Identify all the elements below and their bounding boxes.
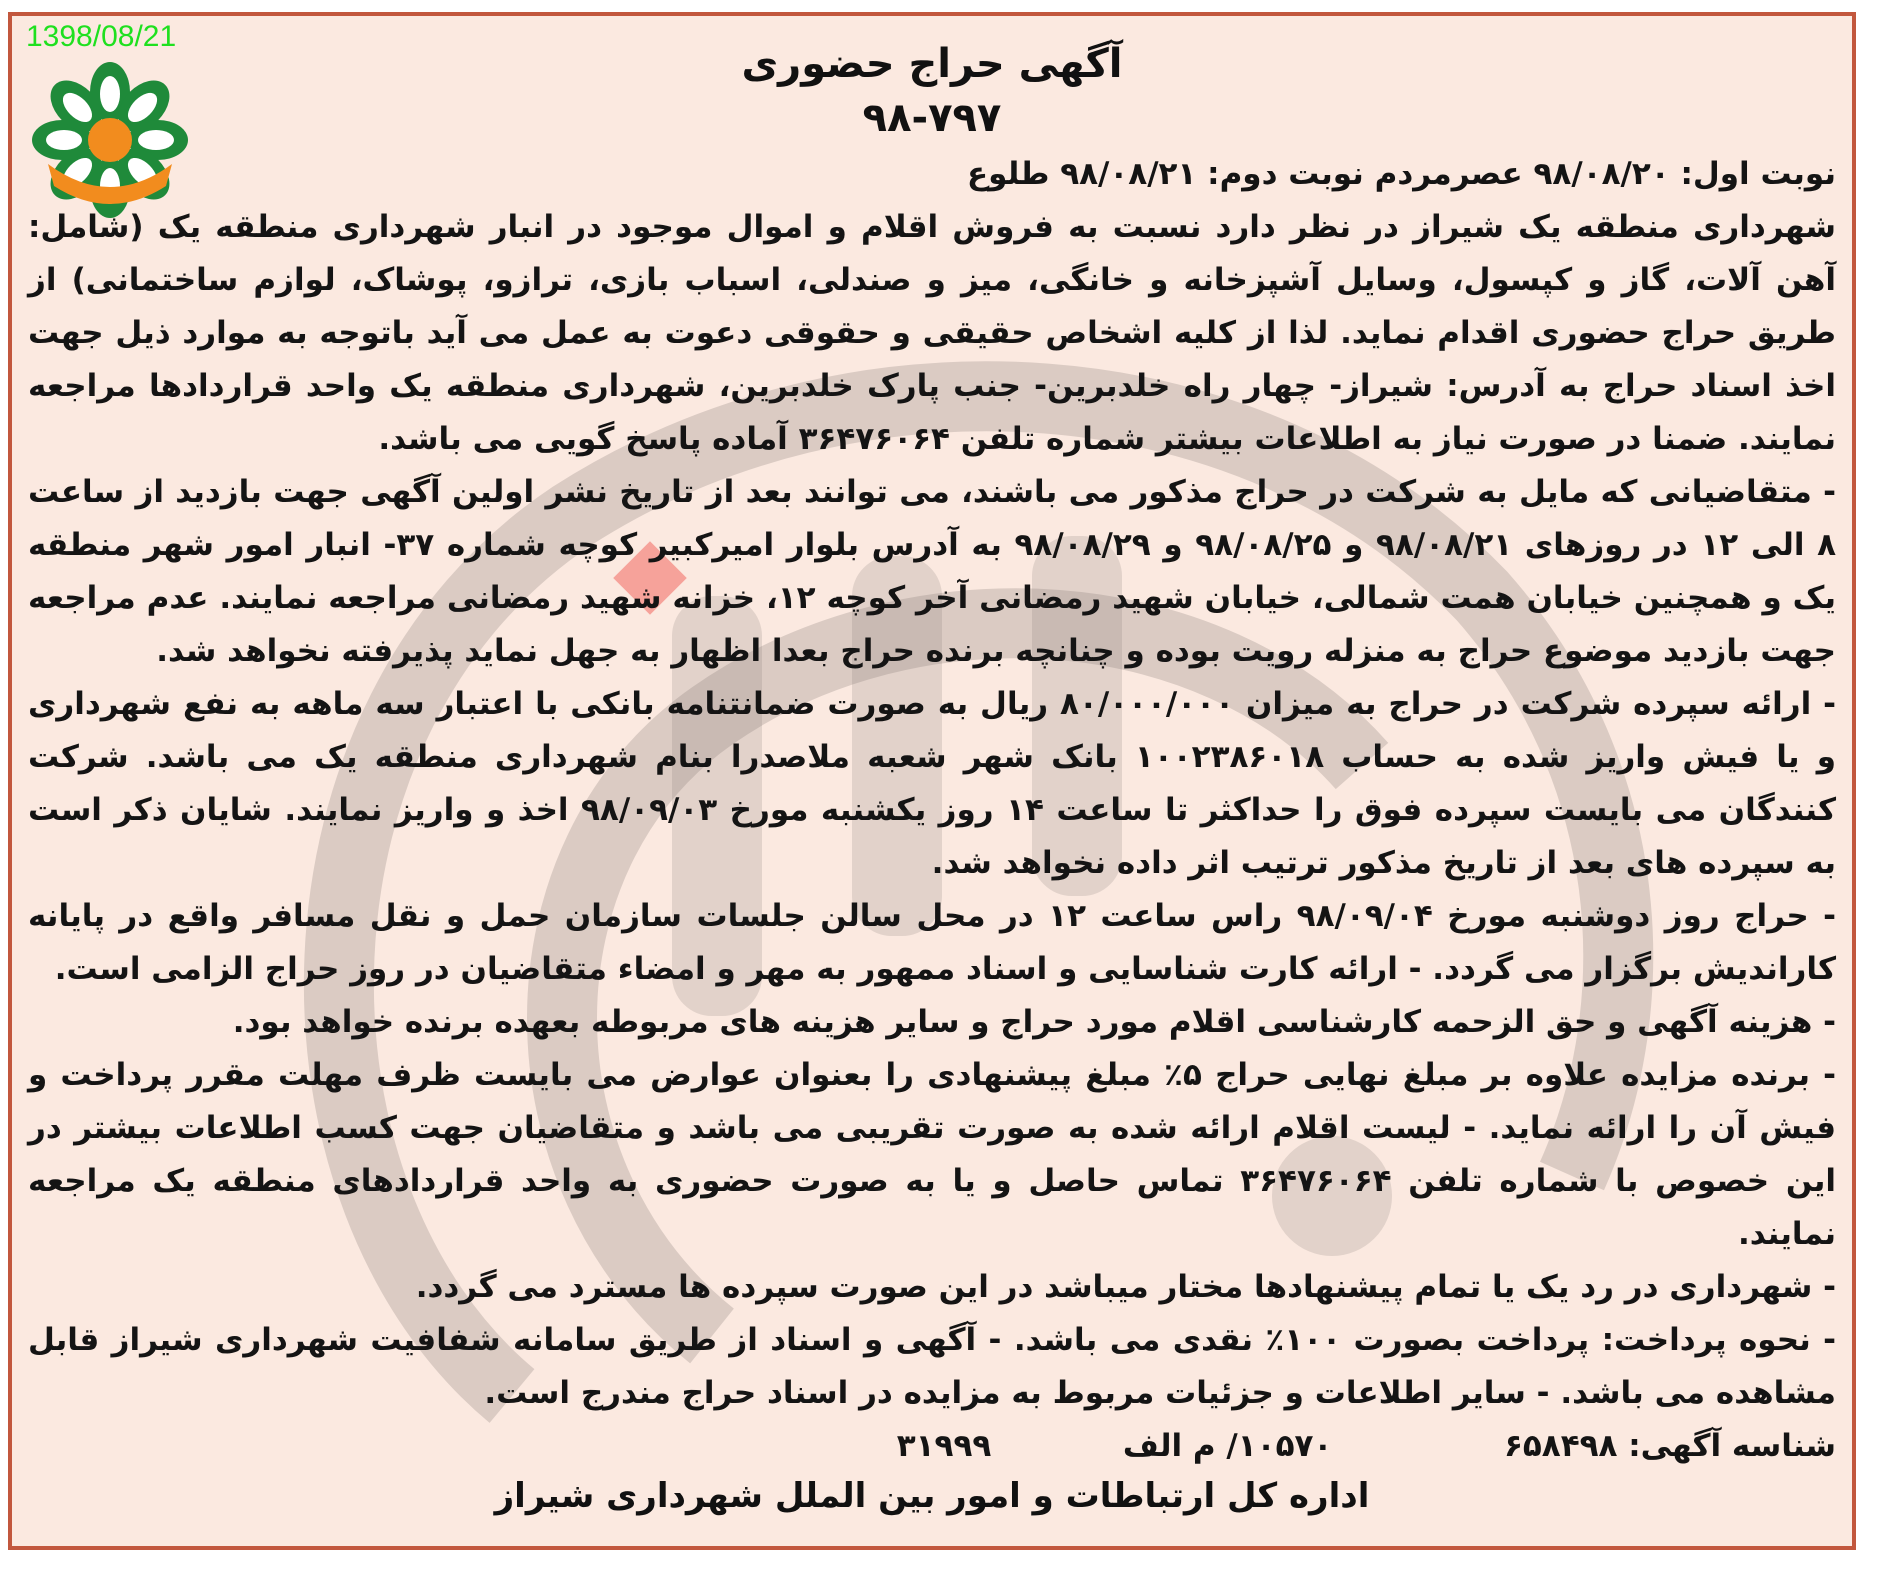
- ad-code: ۳۱۹۹۹: [896, 1428, 992, 1464]
- ad-body: [28, 148, 1836, 1473]
- page-title: آگهی حراج حضوری: [741, 41, 1123, 87]
- stamp-date: 1398/08/21: [26, 20, 177, 53]
- paragraph-auction-date: - حراج روز دوشنبه مورخ ۹۸/۰۹/۰۴ راس ساعت ۱۲ در محل سالن جلسات سازمان حمل و نقل مسافر واقع در پایانه کاراندیش برگزار می گردد. - ارائه کارت شناسایی و اسناد ممهور به مهر و امضاء متقاضیان در روز حراج الزامی است.: [28, 898, 1837, 987]
- ad-number: ۹۸-۷۹۷: [862, 95, 1002, 141]
- paragraph-schedule: نوبت اول: ۹۸/۰۸/۲۰ عصرمردم نوبت دوم: ۹۸/۰۸/۲۱ طلوع: [966, 156, 1836, 192]
- paragraph-costs: - هزینه آگهی و حق الزحمه کارشناسی اقلام مورد حراج و سایر هزینه های مربوطه بعهده برنده خواهد بود.: [232, 1004, 1836, 1040]
- paragraph-intro: شهرداری منطقه یک شیراز در نظر دارد نسبت به فروش اقلام و اموال موجود در انبار شهرداری منطقه یک (شامل: آهن آلات، گاز و کپسول، وسایل آشپزخانه و خانگی، میز و صندلی، اسباب بازی، ترازو، پوشاک، لوازم ساختمانی) از طریق حراج حضوری اقدام نماید. لذا از کلیه اشخاص حقیقی و حقوقی دعوت به عمل می آید باتوجه به موارد ذیل جهت اخذ اسناد حراج به آدرس: شیراز- چهار راه خلدبرین- جنب پارک خلدبرین، شهرداری منطقه یک واحد قراردادها مراجعه نمایند. ضمنا در صورت نیاز به اطلاعات بیشتر شماره تلفن ۳۶۴۷۶۰۶۴ آماده پاسخ گویی می باشد.: [28, 209, 1836, 457]
- ad-id-label: شناسه آگهی: ۶۵۸۴۹۸: [1503, 1428, 1836, 1464]
- ad-ref: ۱۰۵۷۰/ م الف: [1122, 1428, 1333, 1464]
- paragraph-visit: - متقاضیانی که مایل به شرکت در حراج مذکور می باشند، می توانند بعد از تاریخ نشر اولین آگهی جهت بازدید از ساعت ۸ الی ۱۲ در روزهای ۹۸/۰۸/۲۱ و ۹۸/۰۸/۲۵ و ۹۸/۰۸/۲۹ به آدرس بلوار امیرکبیر کوچه شماره ۳۷- انبار امور شهر منطقه یک و همچنین خیابان همت شمالی، خیابان شهید رمضانی آخر کوچه ۱۲، خزانه شهید رمضانی مراجعه نمایند. عدم مراجعه جهت بازدید موضوع حراج به منزله رویت بوده و چنانچه برنده حراج بعدا اظهار به جهل نماید پذیرفته نخواهد شد.: [28, 474, 1837, 669]
- paragraph-deposit: - ارائه سپرده شرکت در حراج به میزان ۸۰/۰۰۰/۰۰۰ ریال به صورت ضمانتنامه بانکی با اعتبار سه ماهه به نفع شهرداری و یا فیش واریز شده به حساب ۱۰۰۲۳۸۶۰۱۸ بانک شهر شعبه ملاصدرا بنام شهرداری منطقه یک می باشد. شرکت کنندگان می بایست سپرده فوق را حداکثر تا ساعت ۱۴ روز یکشنبه مورخ ۹۸/۰۹/۰۳ اخذ و واریز نمایند. شایان ذکر است به سپرده های بعد از تاریخ مذکور ترتیب اثر داده نخواهد شد.: [28, 686, 1836, 881]
- paragraph-winner: - برنده مزایده علاوه بر مبلغ نهایی حراج ۵٪ مبلغ پیشنهادی را بعنوان عوارض می بایست ظرف مهلت مقرر پرداخت و فیش آن را ارائه نماید. - لیست اقلام ارائه شده به صورت تقریبی می باشد و متقاضیان جهت کسب اطلاعات بیشتر در این خصوص با شماره تلفن ۳۶۴۷۶۰۶۴ تماس حاصل و یا به صورت حضوری به واحد قراردادهای منطقه یک مراجعه نمایند.: [28, 1057, 1836, 1252]
- paragraph-rejection: - شهرداری در رد یک یا تمام پیشنهادها مختار میباشد در این صورت سپرده ها مسترد می گردد.: [415, 1269, 1836, 1305]
- advertisement-sheet: [8, 12, 1856, 1550]
- paragraph-payment: - نحوه پرداخت: پرداخت بصورت ۱۰۰٪ نقدی می باشد. - آگهی و اسناد از طریق سامانه شفافیت شهرداری شیراز قابل مشاهده می باشد. - سایر اطلاعات و جزئیات مربوط به مزایده در اسناد حراج مندرج است.: [28, 1322, 1837, 1411]
- signature: اداره کل ارتباطات و امور بین الملل شهرداری شیراز: [494, 1476, 1370, 1516]
- header: [412, 36, 1452, 144]
- ad-id-row: [28, 1420, 1836, 1473]
